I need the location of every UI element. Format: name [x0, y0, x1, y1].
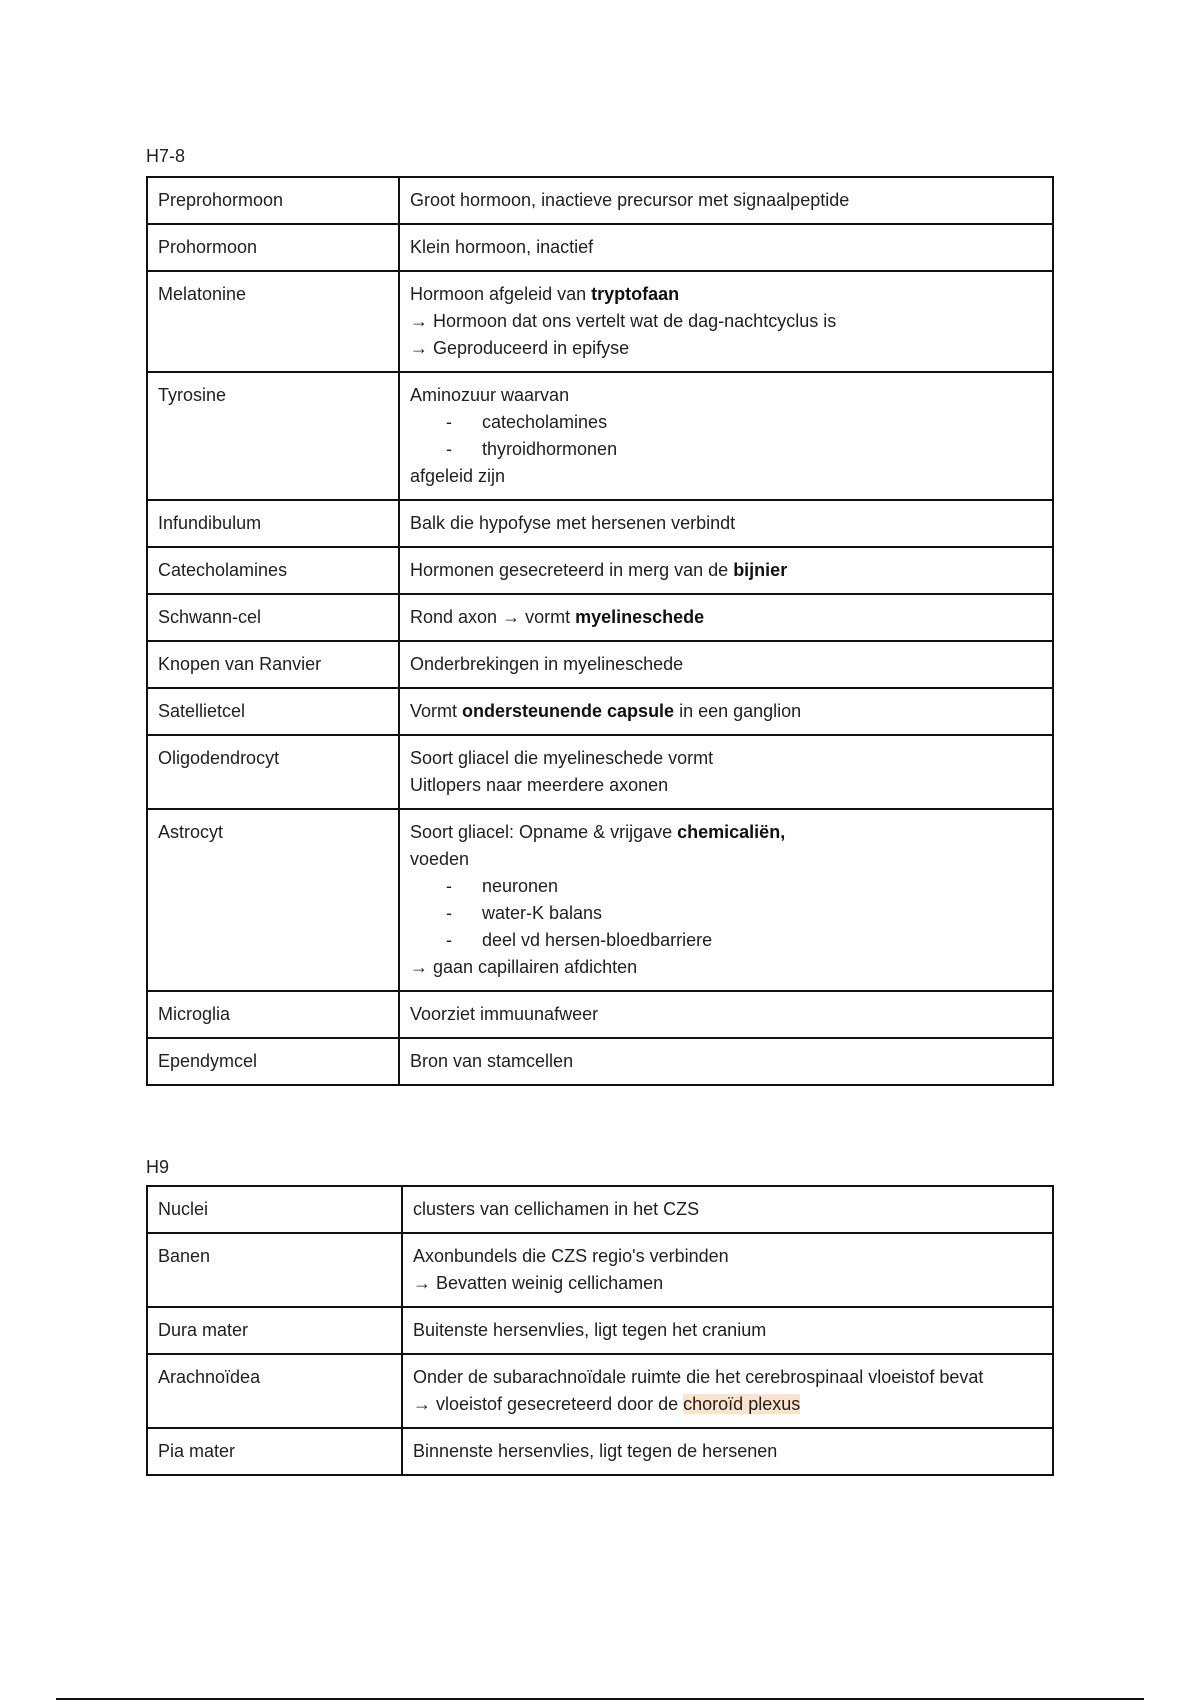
glossary-table-h78 — [146, 176, 1054, 1086]
term-cell: Astrocyt — [147, 809, 399, 991]
text-segment: → Geproduceerd in epifyse — [410, 338, 630, 358]
text-segment: Hormonen gesecreteerd in merg van de — [410, 560, 734, 580]
bullet-item: - neuronen — [446, 873, 1042, 900]
bullet-item: - thyroidhormonen — [446, 436, 1042, 463]
text-segment: → Hormoon dat ons vertelt wat de dag-nachtcyclus is — [410, 311, 837, 331]
table-row — [147, 372, 1053, 500]
definition-line — [410, 1048, 1042, 1075]
definition-line — [410, 745, 1042, 772]
table-row — [147, 271, 1053, 372]
definition-line — [410, 604, 1042, 631]
definition-cell — [399, 688, 1053, 735]
term-cell: Tyrosine — [147, 372, 399, 500]
text-segment: Uitlopers naar meerdere axonen — [410, 775, 669, 795]
definition-cell — [399, 991, 1053, 1038]
text-segment: Bron van stamcellen — [410, 1051, 574, 1071]
definition-line — [413, 1270, 1042, 1297]
definition-line: voeden — [410, 849, 470, 869]
text-segment: → vloeistof gesecreteerd door de — [413, 1394, 684, 1414]
term-cell: Banen — [147, 1233, 402, 1307]
definition-line — [413, 1243, 1042, 1270]
definition-line — [413, 1317, 1042, 1344]
table-row — [147, 224, 1053, 271]
definition-cell — [399, 500, 1053, 547]
bold-text: ondersteunende capsule — [462, 701, 675, 721]
term-cell: Ependymcel — [147, 1038, 399, 1085]
text-segment: Onder de subarachnoïdale ruimte die het cerebrospinaal vloeistof bevat — [413, 1367, 984, 1387]
table-row — [147, 547, 1053, 594]
definition-line — [410, 281, 1042, 308]
table-row — [147, 500, 1053, 547]
definition-cell — [402, 1307, 1053, 1354]
definition-line — [410, 510, 1042, 537]
table-row — [147, 1307, 1053, 1354]
term-cell: Nuclei — [147, 1186, 402, 1233]
definition-cell — [402, 1354, 1053, 1428]
definition-cell — [399, 594, 1053, 641]
bullet-item: - catecholamines — [446, 409, 1042, 436]
term-cell: Melatonine — [147, 271, 399, 372]
definition-line — [413, 1196, 1042, 1223]
term-cell: Preprohormoon — [147, 177, 399, 224]
definition-line: → gaan capillairen afdichten — [410, 957, 638, 977]
definition-cell — [399, 271, 1053, 372]
definition-line — [410, 698, 1042, 725]
table-row — [147, 1186, 1053, 1233]
definition-cell — [399, 224, 1053, 271]
term-cell: Catecholamines — [147, 547, 399, 594]
term-cell: Infundibulum — [147, 500, 399, 547]
glossary-table-h9 — [146, 1185, 1054, 1476]
definition-cell — [399, 809, 1053, 991]
definition-line — [410, 651, 1042, 678]
definition-cell — [399, 1038, 1053, 1085]
term-cell: Knopen van Ranvier — [147, 641, 399, 688]
term-cell: Arachnoïdea — [147, 1354, 402, 1428]
definition-line — [410, 187, 1042, 214]
section-title-h78: H7-8 — [146, 146, 186, 166]
definition-line — [413, 1391, 1042, 1418]
definition-line — [410, 335, 1042, 362]
definition-line — [413, 1438, 1042, 1465]
definition-line — [410, 557, 1042, 584]
text-segment: → Bevatten weinig cellichamen — [413, 1273, 664, 1293]
text-segment: Vormt — [410, 701, 463, 721]
text-segment: Balk die hypofyse met hersenen verbindt — [410, 513, 736, 533]
table-row — [147, 1428, 1053, 1475]
term-cell: Pia mater — [147, 1428, 402, 1475]
definition-cell — [402, 1428, 1053, 1475]
term-cell: Oligodendrocyt — [147, 735, 399, 809]
table-row — [147, 1233, 1053, 1307]
highlighted-text: choroïd plexus — [683, 1394, 801, 1414]
definition-line: Aminozuur waarvan — [410, 385, 570, 405]
text-segment: Hormoon afgeleid van — [410, 284, 592, 304]
table-row — [147, 735, 1053, 809]
text-segment: Soort gliacel: Opname & vrijgave — [410, 822, 678, 842]
text-segment: Binnenste hersenvlies, ligt tegen de hersenen — [413, 1441, 778, 1461]
table-row — [147, 641, 1053, 688]
bullet-item: - deel vd hersen-bloedbarriere — [446, 927, 1042, 954]
text-segment: in een ganglion — [674, 701, 802, 721]
definition-line — [410, 819, 1042, 846]
text-segment: Voorziet immuunafweer — [410, 1004, 599, 1024]
definition-cell — [402, 1186, 1053, 1233]
definition-line — [410, 308, 1042, 335]
text-segment: Axonbundels die CZS regio's verbinden — [413, 1246, 729, 1266]
term-cell: Prohormoon — [147, 224, 399, 271]
section-title-h9: H9 — [146, 1157, 170, 1177]
definition-line — [410, 772, 1042, 799]
definition-cell — [399, 372, 1053, 500]
bullet-item: - water-K balans — [446, 900, 1042, 927]
text-segment: Buitenste hersenvlies, ligt tegen het cranium — [413, 1320, 767, 1340]
table-row — [147, 688, 1053, 735]
definition-cell — [399, 177, 1053, 224]
text-segment: Groot hormoon, inactieve precursor met signaalpeptide — [410, 190, 850, 210]
term-cell: Microglia — [147, 991, 399, 1038]
definition-cell — [402, 1233, 1053, 1307]
definition-cell — [399, 641, 1053, 688]
definition-cell — [399, 735, 1053, 809]
table-row — [147, 991, 1053, 1038]
text-segment: Soort gliacel die myelineschede vormt — [410, 748, 714, 768]
bold-text: bijnier — [733, 560, 788, 580]
definition-line: afgeleid zijn — [410, 466, 506, 486]
table-row — [147, 177, 1053, 224]
table-row — [147, 809, 1053, 991]
bold-text: chemicaliën, — [677, 822, 786, 842]
definition-cell — [399, 547, 1053, 594]
text-segment: Onderbrekingen in myelineschede — [410, 654, 684, 674]
definition-line — [413, 1364, 1042, 1391]
bullet-list — [410, 409, 1042, 463]
text-segment: Klein hormoon, inactief — [410, 237, 594, 257]
definition-line — [410, 1001, 1042, 1028]
term-cell: Dura mater — [147, 1307, 402, 1354]
text-segment: clusters van cellichamen in het CZS — [413, 1199, 700, 1219]
definition-line — [410, 234, 1042, 261]
bold-text: myelineschede — [575, 607, 705, 627]
term-cell: Schwann-cel — [147, 594, 399, 641]
bullet-list — [410, 873, 1042, 954]
term-cell: Satellietcel — [147, 688, 399, 735]
table-row — [147, 1038, 1053, 1085]
bold-text: tryptofaan — [591, 284, 680, 304]
table-row — [147, 1354, 1053, 1428]
table-row — [147, 594, 1053, 641]
text-segment: Rond axon → vormt — [410, 607, 576, 627]
